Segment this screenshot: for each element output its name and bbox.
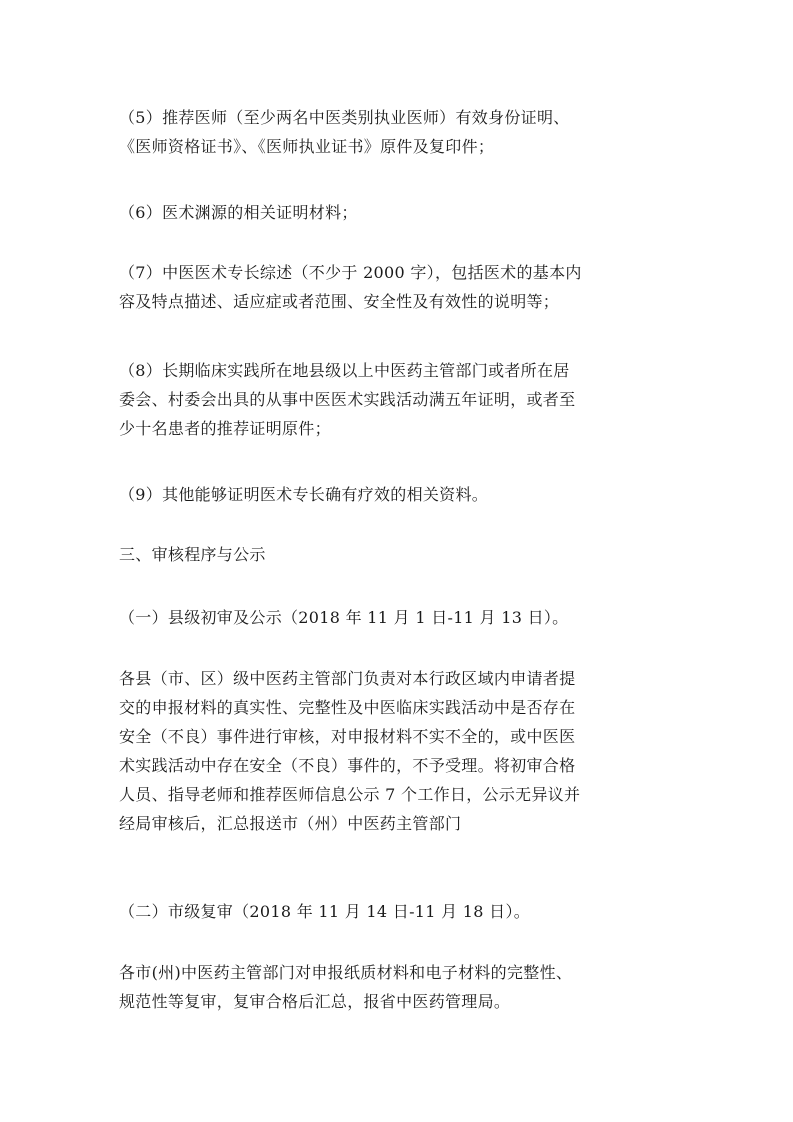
item-9-paragraph	[119, 480, 679, 509]
text-line: 容及特点描述、适应症或者范围、安全性及有效性的说明等；	[119, 292, 560, 311]
text-line: （9）其他能够证明医术专长确有疗效的相关资料。	[119, 485, 489, 504]
item-8-paragraph	[119, 356, 679, 443]
subsection-1-body	[119, 664, 679, 838]
item-6-paragraph	[119, 198, 679, 227]
text-line: 人员、指导老师和推荐医师信息公示 7 个工作日，公示无异议并	[119, 785, 581, 804]
item-5-paragraph	[119, 103, 679, 161]
text-line: 术实践活动中存在安全（不良）事件的，不予受理。将初审合格	[119, 756, 576, 775]
text-line: （一）县级初审及公示（2018 年 11 月 1 日-11 月 13 日）。	[119, 608, 569, 627]
item-7-paragraph	[119, 258, 679, 316]
text-line: （8）长期临床实践所在地县级以上中医药主管部门或者所在居	[119, 361, 570, 380]
text-line: 安全（不良）事件进行审核，对申报材料不实不全的，或中医医	[119, 727, 576, 746]
subsection-2-body	[119, 958, 679, 1016]
text-line: 三、审核程序与公示	[119, 545, 266, 564]
text-line: 少十名患者的推荐证明原件；	[119, 419, 331, 438]
text-line: （7）中医医术专长综述（不少于 2000 字），包括医术的基本内	[119, 263, 582, 282]
subsection-1-heading	[119, 603, 679, 632]
text-line: 各县（市、区）级中医药主管部门负责对本行政区域内申请者提	[119, 669, 576, 688]
section-heading	[119, 540, 679, 569]
text-line: 规范性等复审，复审合格后汇总，报省中医药管理局。	[119, 992, 511, 1011]
text-line: 各市(州)中医药主管部门对申报纸质材料和电子材料的完整性、	[119, 963, 573, 982]
subsection-2-heading	[119, 897, 679, 926]
text-line: 经局审核后，汇总报送市（州）中医药主管部门	[119, 814, 462, 833]
text-line: 委会、村委会出具的从事中医医术实践活动满五年证明，或者至	[119, 390, 576, 409]
text-line: （6）医术渊源的相关证明材料；	[119, 203, 358, 222]
text-line: 《医师资格证书》、《医师执业证书》原件及复印件；	[119, 137, 495, 156]
text-line: 交的申报材料的真实性、完整性及中医临床实践活动中是否存在	[119, 698, 576, 717]
text-line: （5）推荐医师（至少两名中医类别执业医师）有效身份证明、	[119, 108, 570, 127]
text-line: （二）市级复审（2018 年 11 月 14 日-11 月 18 日）。	[119, 902, 531, 921]
